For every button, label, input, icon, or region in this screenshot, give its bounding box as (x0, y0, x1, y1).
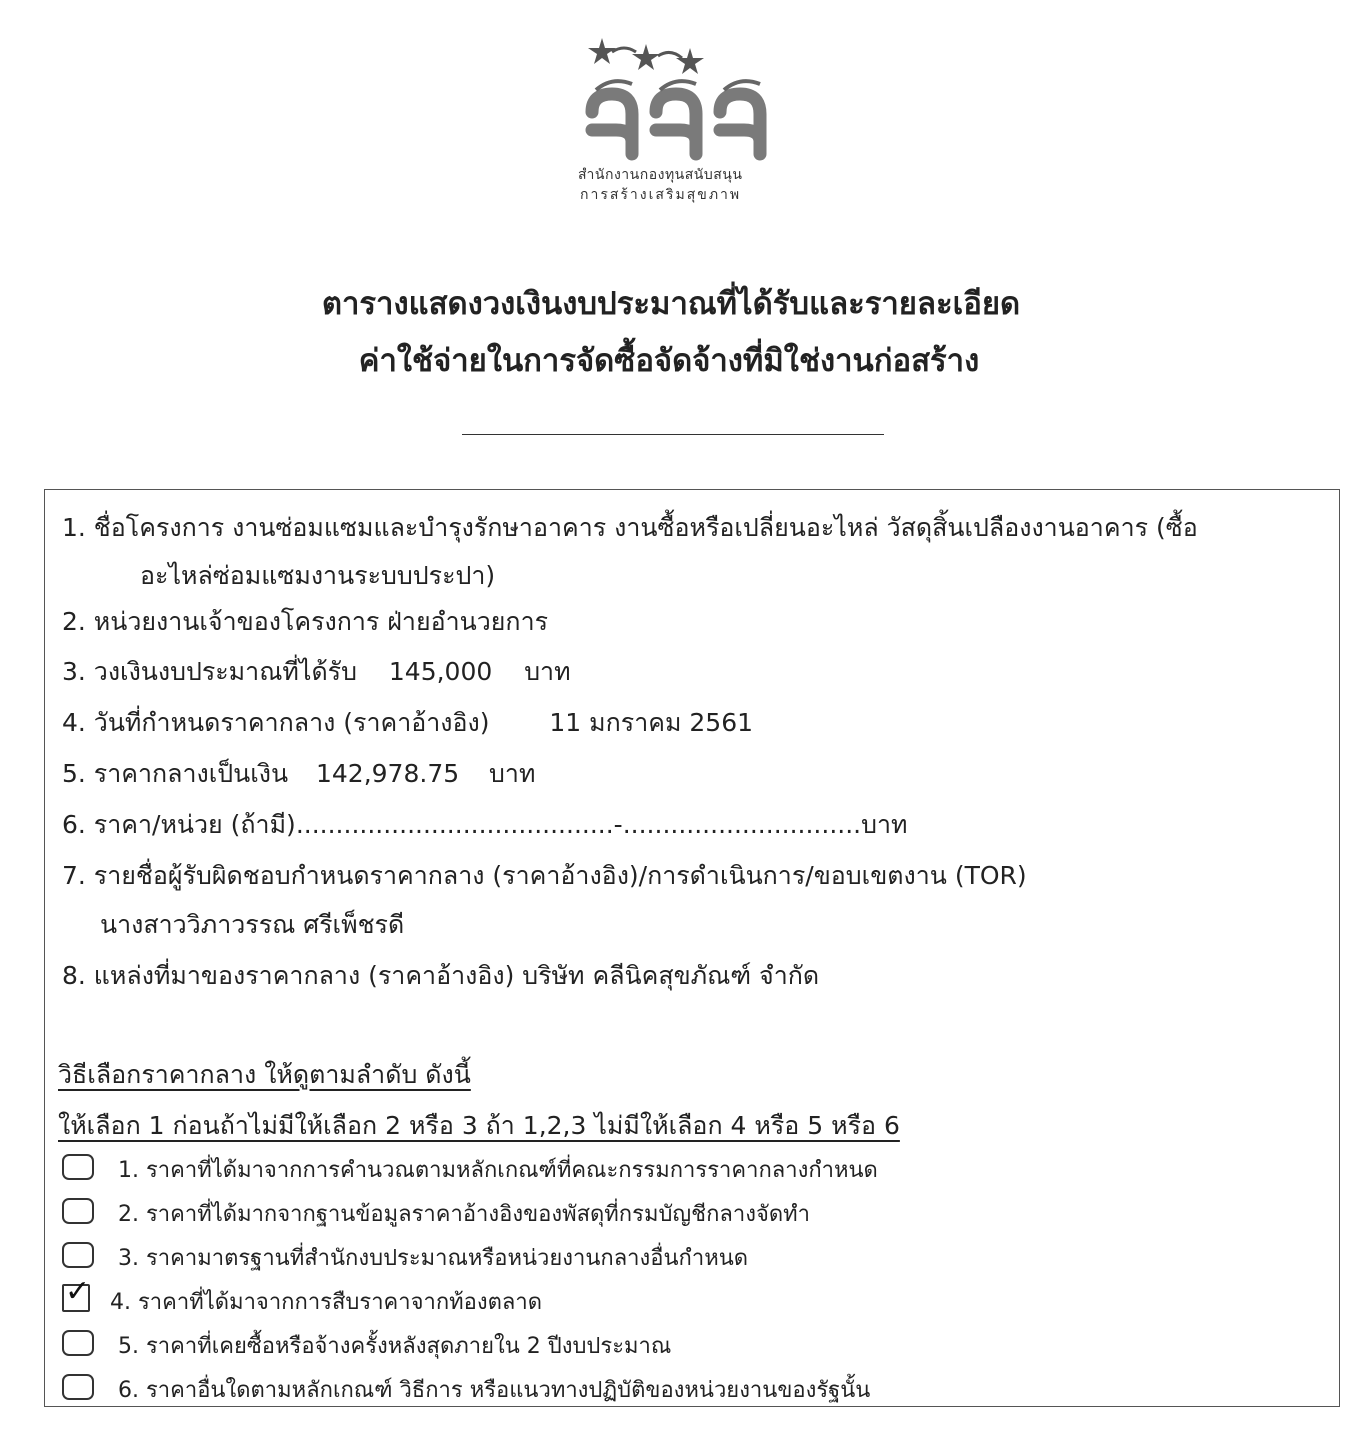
logo-figures-icon (572, 30, 802, 164)
checkbox-option-4-checked[interactable] (62, 1274, 91, 1312)
doc-title-line2: ค่าใช้จ่ายในการจัดซื้อจัดจ้างที่มิใช่งานก่อสร้าง (358, 343, 980, 379)
checkbox-option-1[interactable] (62, 1154, 94, 1180)
doc-title-line1: ตารางแสดงวงเงินงบประมาณที่ได้รับและรายละเอียด (321, 286, 1021, 322)
thaihealth-logo (572, 30, 802, 210)
item-8-source: 8. แหล่งที่มาของราคากลาง (ราคาอ้างอิง) บริษัท คลีนิคสุขภัณฑ์ จำกัด (62, 961, 820, 990)
item-7-responsible: 7. รายชื่อผู้รับผิดชอบกำหนดราคากลาง (ราคาอ้างอิง)/การดำเนินการ/ขอบเขตงาน (TOR) (62, 861, 1027, 890)
item-3-label: 3. วงเงินงบประมาณที่ได้รับ (62, 657, 357, 686)
item-5-unit: บาท (489, 759, 536, 788)
title-divider (462, 434, 884, 435)
logo-org-line1: สำนักงานกองทุนสนับสนุน (578, 167, 743, 183)
item-4-value: 11 มกราคม 2561 (549, 708, 754, 737)
option-6-label: 6. ราคาอื่นใดตามหลักเกณฑ์ วิธีการ หรือแนวทางปฏิบัติของหน่วยงานของรัฐนั้น (118, 1378, 871, 1403)
option-3-label: 3. ราคามาตรฐานที่สำนักงบประมาณหรือหน่วยงานกลางอื่นกำหนด (118, 1246, 749, 1271)
item-1-project-name-cont: อะไหล่ซ่อมแซมงานระบบประปา) (140, 561, 496, 590)
item-5-label: 5. ราคากลางเป็นเงิน (62, 759, 289, 788)
item-7-responsible-name: นางสาววิภาวรรณ ศรีเพ็ชรดี (100, 910, 405, 939)
item-3-unit: บาท (524, 657, 571, 686)
item-5-median-price (62, 754, 535, 794)
item-2-owner-unit: 2. หน่วยงานเจ้าของโครงการ ฝ่ายอำนวยการ (62, 607, 549, 636)
check-icon: ✓ (65, 1274, 91, 1309)
checkbox-option-5[interactable] (62, 1330, 94, 1356)
item-3-amount: 145,000 (388, 657, 493, 686)
method-heading: วิธีเลือกราคากลาง ให้ดูตามลำดับ ดังนี้ (58, 1060, 471, 1089)
item-5-amount: 142,978.75 (315, 759, 460, 788)
option-2-label: 2. ราคาที่ได้มากจากฐานข้อมูลราคาอ้างอิงของพัสดุที่กรมบัญชีกลางจัดทำ (118, 1202, 811, 1227)
item-1-project-name: 1. ชื่อโครงการ งานซ่อมแซมและบำรุงรักษาอาคาร งานซื้อหรือเปลี่ยนอะไหล่ วัสดุสิ้นเปลืองงานอาคาร (ซื้อ (62, 513, 1198, 542)
logo-org-line2: การสร้างเสริมสุขภาพ (580, 187, 742, 203)
item-4-label: 4. วันที่กำหนดราคากลาง (ราคาอ้างอิง) (62, 708, 490, 737)
method-instruction: ให้เลือก 1 ก่อนถ้าไม่มีให้เลือก 2 หรือ 3 ถ้า 1,2,3 ไม่มีให้เลือก 4 หรือ 5 หรือ 6 (58, 1111, 900, 1140)
item-3-budget (62, 652, 571, 692)
item-6-unit-price: 6. ราคา/หน่วย (ถ้ามี)........................................-..............................บาท (62, 810, 908, 839)
checkbox-option-3[interactable] (62, 1242, 94, 1268)
item-4-date (62, 703, 753, 743)
option-5-label: 5. ราคาที่เคยซื้อหรือจ้างครั้งหลังสุดภายใน 2 ปีงบประมาณ (118, 1334, 672, 1359)
checkbox-option-2[interactable] (62, 1198, 94, 1224)
option-1-label: 1. ราคาที่ได้มาจากการคำนวณตามหลักเกณฑ์ที่คณะกรรมการราคากลางกำหนด (118, 1158, 878, 1183)
option-4-label: 4. ราคาที่ได้มาจากการสืบราคาจากท้องตลาด (110, 1290, 543, 1315)
checkbox-option-6[interactable] (62, 1374, 94, 1400)
